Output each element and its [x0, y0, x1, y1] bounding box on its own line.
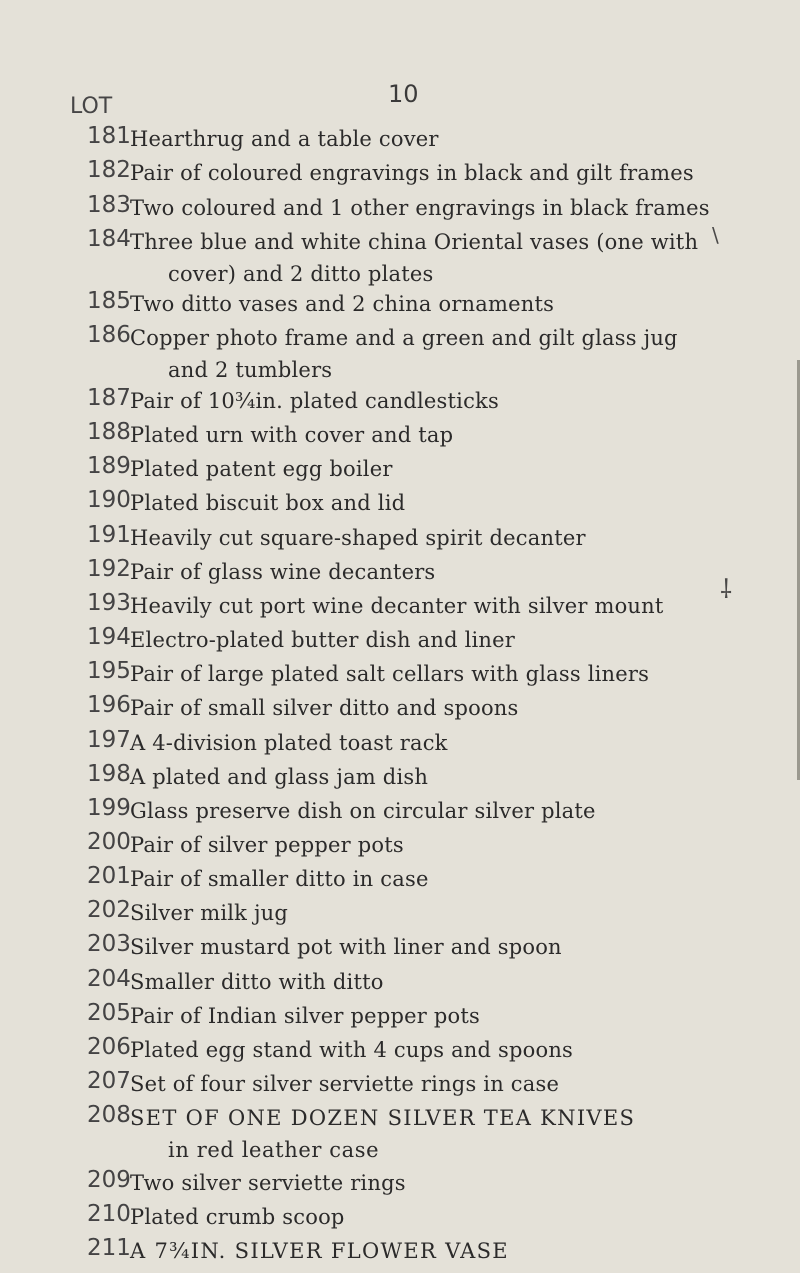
lot-description-text: Smaller ditto with ditto: [130, 970, 384, 994]
lot-description: [130, 1102, 770, 1166]
lot-description: [130, 322, 770, 386]
lot-number: 194: [87, 624, 131, 650]
lot-description-text: Heavily cut square-shaped spirit decanter: [130, 526, 586, 550]
lot-number: 195: [87, 658, 131, 684]
lot-description-continuation: in red leather case: [168, 1138, 380, 1162]
lot-description-text: Plated urn with cover and tap: [130, 423, 454, 447]
lot-description-text: Pair of large plated salt cellars with glass liners: [130, 662, 650, 686]
lot-number: 186: [87, 322, 131, 348]
lot-number: 190: [87, 487, 131, 513]
lot-description: [130, 863, 770, 895]
lot-number: 183: [87, 192, 131, 218]
lot-description-text: Glass preserve dish on circular silver plate: [130, 799, 596, 823]
lot-description: [130, 761, 770, 793]
lot-number: 191: [87, 522, 131, 548]
lot-number: 201: [87, 863, 131, 889]
lot-description-text: A 7¾IN. SILVER FLOWER VASE: [130, 1239, 509, 1263]
lot-description: [130, 658, 770, 690]
lot-description: [130, 556, 770, 588]
lot-number: 202: [87, 897, 131, 923]
lot-description-text: Two ditto vases and 2 china ornaments: [130, 292, 555, 316]
lot-number: 196: [87, 692, 131, 718]
lot-number: 192: [87, 556, 131, 582]
lot-description: [130, 624, 770, 656]
lot-description: [130, 226, 770, 290]
lot-number: 187: [87, 385, 131, 411]
lot-description-text: A plated and glass jam dish: [130, 765, 429, 789]
pencil-tick-mark: \: [712, 223, 719, 247]
lot-number: 199: [87, 795, 131, 821]
lot-description-text: Electro-plated butter dish and liner: [130, 628, 516, 652]
lot-number: 184: [87, 226, 131, 252]
lot-description: [130, 727, 770, 759]
lot-description-text: Plated biscuit box and lid: [130, 491, 406, 515]
lot-description-text: Three blue and white china Oriental vases (one with: [130, 230, 699, 254]
lot-description-text: Hearthrug and a table cover: [130, 127, 439, 151]
lot-number: 185: [87, 288, 131, 314]
lot-number: 193: [87, 590, 131, 616]
lot-description-text: Two coloured and 1 other engravings in black frames: [130, 196, 710, 220]
lot-description: [130, 590, 770, 622]
lot-number: 204: [87, 966, 131, 992]
lot-description: [130, 1068, 770, 1100]
lot-description-text: Silver milk jug: [130, 901, 289, 925]
lot-number: 203: [87, 931, 131, 957]
lot-description-text: Pair of small silver ditto and spoons: [130, 696, 519, 720]
lot-number: 205: [87, 1000, 131, 1026]
lot-description-text: Plated patent egg boiler: [130, 457, 393, 481]
lot-number: 189: [87, 453, 131, 479]
lot-number: 211: [87, 1235, 131, 1261]
lot-description-text: Silver mustard pot with liner and spoon: [130, 935, 562, 959]
lot-number: 206: [87, 1034, 131, 1060]
lot-description: [130, 829, 770, 861]
lot-description-text: Pair of 10¾in. plated candlesticks: [130, 389, 499, 413]
lot-description-continuation: cover) and 2 ditto plates: [168, 262, 434, 286]
lot-description: [130, 419, 770, 451]
lot-description-text: Plated crumb scoop: [130, 1205, 345, 1229]
lot-description-text: Pair of smaller ditto in case: [130, 867, 429, 891]
lot-column-header: LOT: [70, 94, 113, 119]
lot-description: [130, 487, 770, 519]
lot-description: [130, 453, 770, 485]
lot-description: [130, 931, 770, 963]
lot-description-text: Set of four silver serviette rings in case: [130, 1072, 560, 1096]
lot-number: 181: [87, 123, 131, 149]
lot-description-text: A 4-division plated toast rack: [130, 731, 448, 755]
lot-description: [130, 795, 770, 827]
lot-number: 188: [87, 419, 131, 445]
lot-number: 200: [87, 829, 131, 855]
lot-description-text: SET OF ONE DOZEN SILVER TEA KNIVES: [130, 1106, 636, 1130]
lot-description-text: Plated egg stand with 4 cups and spoons: [130, 1038, 574, 1062]
lot-description-text: Pair of coloured engravings in black and gilt frames: [130, 161, 694, 185]
lot-description: [130, 157, 770, 189]
lot-description: [130, 692, 770, 724]
lot-description: [130, 288, 770, 320]
lot-number: 209: [87, 1167, 131, 1193]
lot-description: [130, 385, 770, 417]
lot-number: 207: [87, 1068, 131, 1094]
lot-number: 208: [87, 1102, 131, 1128]
lot-description: [130, 966, 770, 998]
lot-description: [130, 522, 770, 554]
lot-description-text: Copper photo frame and a green and gilt glass jug: [130, 326, 678, 350]
lot-description-continuation: and 2 tumblers: [168, 358, 333, 382]
lot-description-text: Pair of Indian silver pepper pots: [130, 1004, 480, 1028]
lot-description-text: Two silver serviette rings: [130, 1171, 406, 1195]
lot-description-text: Heavily cut port wine decanter with silver mount: [130, 594, 664, 618]
lot-number: 198: [87, 761, 131, 787]
lot-description: [130, 192, 770, 224]
lot-description: [130, 123, 770, 155]
lot-number: 210: [87, 1201, 131, 1227]
lot-description: [130, 1167, 770, 1199]
page-number: 10: [388, 80, 419, 108]
pencil-tick-mark: ⸸: [720, 575, 733, 605]
lot-description: [130, 897, 770, 929]
lot-description: [130, 1000, 770, 1032]
lot-description: [130, 1235, 770, 1267]
lot-number: 182: [87, 157, 131, 183]
lot-description-text: Pair of glass wine decanters: [130, 560, 436, 584]
lot-number: 197: [87, 727, 131, 753]
lot-description: [130, 1201, 770, 1233]
lot-description-text: Pair of silver pepper pots: [130, 833, 404, 857]
lot-description: [130, 1034, 770, 1066]
